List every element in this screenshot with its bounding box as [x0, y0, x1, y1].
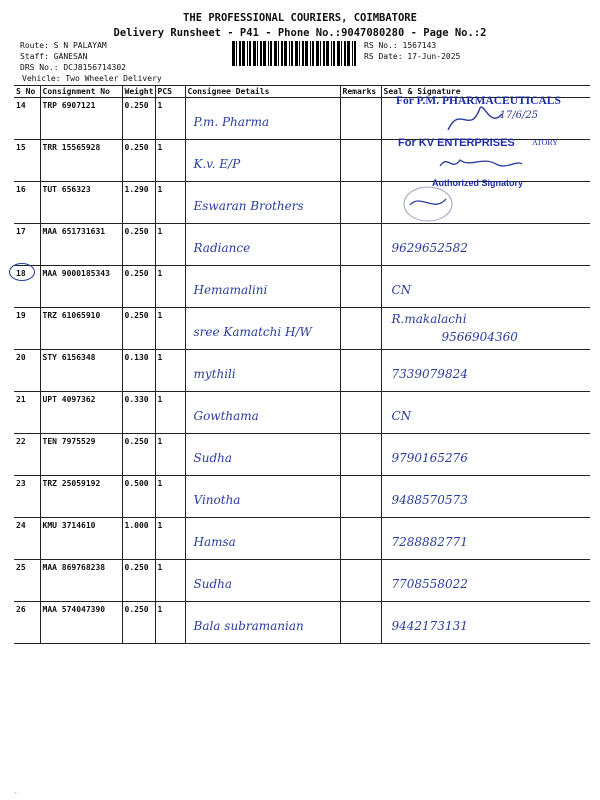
barcode-bar — [263, 41, 266, 66]
cell-weight: 0.250 — [122, 140, 155, 182]
cell-pcs: 1 — [155, 518, 185, 560]
consignee-handwriting: Gowthama — [193, 409, 259, 423]
authorized-signatory-stamp: Authorized Signatory — [432, 178, 524, 188]
table-row — [14, 392, 590, 434]
pm-pharma-stamp: For P.M. PHARMACEUTICALS — [396, 95, 561, 107]
barcode-bar — [299, 41, 300, 66]
barcode-bar — [291, 41, 293, 66]
table-row — [14, 602, 590, 644]
barcode-bar — [278, 41, 279, 66]
row-18-circle-mark — [9, 263, 35, 281]
cell-consignment: MAA 869768238 — [40, 560, 122, 602]
cell-consignee — [185, 602, 340, 644]
barcode-bar — [236, 41, 237, 66]
signature-scribble-icon — [440, 100, 510, 138]
cell-signature — [381, 560, 590, 602]
cell-consignment: TRZ 61065910 — [40, 308, 122, 350]
cell-consignee — [185, 518, 340, 560]
consignee-handwriting: Sudha — [193, 451, 233, 465]
cell-consignment: KMU 3714610 — [40, 518, 122, 560]
cell-sno: 21 — [14, 392, 40, 434]
col-pcs: PCS — [155, 86, 185, 98]
barcode-bar — [344, 41, 346, 66]
cell-pcs: 1 — [155, 182, 185, 224]
cell-consignee — [185, 224, 340, 266]
barcode-bar — [305, 41, 308, 66]
cell-consignment: MAA 9000185343 — [40, 266, 122, 308]
cell-sno: 19 — [14, 308, 40, 350]
cell-weight: 0.250 — [122, 434, 155, 476]
cell-sno: 16 — [14, 182, 40, 224]
cell-remarks — [340, 98, 381, 140]
signatory-stamp-suffix: ATORY — [532, 138, 559, 147]
barcode-bar — [310, 41, 311, 66]
cell-signature — [381, 266, 590, 308]
barcode-bar — [260, 41, 262, 66]
cell-weight: 0.500 — [122, 476, 155, 518]
consignee-handwriting: Radiance — [193, 241, 251, 255]
cell-sno: 25 — [14, 560, 40, 602]
cell-sno: 18 — [14, 266, 40, 308]
cell-pcs: 1 — [155, 476, 185, 518]
signature-phone: 9566904360 — [441, 330, 518, 344]
cell-consignee — [185, 560, 340, 602]
barcode-bar — [232, 41, 235, 66]
consignee-handwriting: sree Kamatchi H/W — [193, 325, 312, 339]
cell-remarks — [340, 224, 381, 266]
barcode-bar — [316, 41, 319, 66]
signature-phone: CN — [391, 409, 412, 423]
cell-weight: 0.250 — [122, 224, 155, 266]
cell-consignee — [185, 392, 340, 434]
consignee-handwriting: P.m. Pharma — [193, 115, 270, 129]
barcode-bar — [268, 41, 269, 66]
signature-phone: 9629652582 — [391, 241, 468, 255]
col-consignment: Consignment No — [40, 86, 122, 98]
cell-remarks — [340, 140, 381, 182]
consignee-handwriting: Bala subramanian — [193, 619, 304, 633]
barcode-bar — [284, 41, 287, 66]
signature-name: R.makalachi — [391, 312, 467, 326]
cell-consignment: TRZ 25059192 — [40, 476, 122, 518]
barcode-bar — [242, 41, 245, 66]
cell-consignee — [185, 434, 340, 476]
barcode-bar — [253, 41, 256, 66]
cell-remarks — [340, 560, 381, 602]
cell-weight: 1.290 — [122, 182, 155, 224]
consignee-handwriting: Vinotha — [193, 493, 241, 507]
cell-consignment: STY 6156348 — [40, 350, 122, 392]
col-remarks: Remarks — [340, 86, 381, 98]
barcode-bar — [302, 41, 304, 66]
table-row — [14, 266, 590, 308]
table-row — [14, 224, 590, 266]
barcode-bar — [331, 41, 332, 66]
cell-pcs: 1 — [155, 308, 185, 350]
kv-enterprises-stamp: For KV ENTERPRISES — [398, 137, 515, 149]
cell-pcs: 1 — [155, 98, 185, 140]
cell-consignment: TEN 7975529 — [40, 434, 122, 476]
kv-signature-icon — [436, 152, 526, 174]
cell-consignee — [185, 140, 340, 182]
cell-remarks — [340, 266, 381, 308]
barcode-bar — [337, 41, 340, 66]
table-row — [14, 308, 590, 350]
cell-consignment: MAA 651731631 — [40, 224, 122, 266]
page-footer-mark: · — [14, 790, 18, 797]
cell-signature — [381, 308, 590, 350]
cell-sno: 24 — [14, 518, 40, 560]
route: Route: S N PALAYAM — [20, 41, 107, 50]
barcode-bar — [312, 41, 314, 66]
cell-consignee — [185, 182, 340, 224]
signature-phone: 9488570573 — [391, 493, 468, 507]
cell-sno: 26 — [14, 602, 40, 644]
signature-phone: 9790165276 — [391, 451, 468, 465]
signature-phone: CN — [391, 283, 412, 297]
barcode-bar — [274, 41, 277, 66]
cell-remarks — [340, 392, 381, 434]
cell-consignment: TRR 15565928 — [40, 140, 122, 182]
drs-number: DRS No.: DCJ8156714302 — [20, 63, 126, 72]
cell-sno: 23 — [14, 476, 40, 518]
barcode-bar — [270, 41, 272, 66]
cell-pcs: 1 — [155, 350, 185, 392]
table-row — [14, 350, 590, 392]
cell-signature — [381, 350, 590, 392]
col-signature: Seal & Signature — [381, 86, 590, 98]
barcode-bar — [249, 41, 251, 66]
cell-pcs: 1 — [155, 224, 185, 266]
cell-remarks — [340, 518, 381, 560]
cell-pcs: 1 — [155, 434, 185, 476]
signature-phone: 9442173131 — [391, 619, 468, 633]
cell-remarks — [340, 434, 381, 476]
table-row — [14, 476, 590, 518]
barcode-bar — [352, 41, 353, 66]
cell-consignee — [185, 350, 340, 392]
cell-weight: 0.330 — [122, 392, 155, 434]
cell-weight: 0.250 — [122, 98, 155, 140]
barcode-bar — [295, 41, 298, 66]
barcode-bar — [247, 41, 248, 66]
rs-date: RS Date: 17-Jun-2025 — [364, 52, 461, 61]
barcode-bar — [333, 41, 335, 66]
col-weight: Weight — [122, 86, 155, 98]
cell-weight: 0.130 — [122, 350, 155, 392]
cell-signature — [381, 476, 590, 518]
round-seal-icon — [400, 183, 456, 225]
runsheet-subtitle: Delivery Runsheet - P41 - Phone No.:9047080280 - Page No.:2 — [113, 27, 487, 39]
cell-weight: 0.250 — [122, 602, 155, 644]
cell-weight: 0.250 — [122, 560, 155, 602]
cell-signature — [381, 392, 590, 434]
cell-remarks — [340, 602, 381, 644]
consignee-handwriting: Hamsa — [193, 535, 236, 549]
consignee-handwriting: Sudha — [193, 577, 233, 591]
cell-consignment: UPT 4097362 — [40, 392, 122, 434]
cell-pcs: 1 — [155, 602, 185, 644]
cell-pcs: 1 — [155, 560, 185, 602]
barcode-bar — [257, 41, 258, 66]
consignee-handwriting: Eswaran Brothers — [193, 199, 304, 213]
cell-pcs: 1 — [155, 392, 185, 434]
cell-remarks — [340, 350, 381, 392]
barcode-bar — [341, 41, 342, 66]
cell-signature — [381, 518, 590, 560]
signature-phone: 7288882771 — [391, 535, 468, 549]
staff: Staff: GANESAN — [20, 52, 88, 61]
cell-weight: 0.250 — [122, 308, 155, 350]
cell-consignee — [185, 266, 340, 308]
col-consignee: Consignee Details — [185, 86, 340, 98]
cell-consignment: TUT 656323 — [40, 182, 122, 224]
cell-weight: 0.250 — [122, 266, 155, 308]
document-title: THE PROFESSIONAL COURIERS, COIMBATORE — [183, 12, 417, 24]
signature-phone: 7708558022 — [391, 577, 468, 591]
barcode-bar — [323, 41, 325, 66]
cell-remarks — [340, 476, 381, 518]
signature-phone: 7339079824 — [391, 367, 468, 381]
cell-consignment: MAA 574047390 — [40, 602, 122, 644]
cell-remarks — [340, 182, 381, 224]
cell-pcs: 1 — [155, 266, 185, 308]
cell-remarks — [340, 308, 381, 350]
cell-consignee — [185, 308, 340, 350]
cell-consignment: TRP 6907121 — [40, 98, 122, 140]
cell-sno: 15 — [14, 140, 40, 182]
barcode-bar — [239, 41, 241, 66]
cell-signature — [381, 602, 590, 644]
cell-sno: 17 — [14, 224, 40, 266]
barcode-bar — [354, 41, 356, 66]
barcode — [232, 41, 358, 66]
vehicle: Vehicle: Two Wheeler Delivery — [22, 74, 162, 83]
barcode-bar — [326, 41, 329, 66]
table-row — [14, 518, 590, 560]
cell-signature — [381, 224, 590, 266]
cell-consignee — [185, 98, 340, 140]
signature-phone: 17/6/25 — [499, 110, 539, 121]
cell-consignee — [185, 476, 340, 518]
cell-pcs: 1 — [155, 140, 185, 182]
consignee-handwriting: mythili — [193, 367, 236, 381]
cell-sno: 20 — [14, 350, 40, 392]
barcode-bar — [347, 41, 350, 66]
table-row — [14, 560, 590, 602]
cell-sno: 14 — [14, 98, 40, 140]
cell-signature — [381, 434, 590, 476]
cell-weight: 1.000 — [122, 518, 155, 560]
consignee-handwriting: K.v. E/P — [193, 157, 241, 171]
rs-number: RS No.: 1567143 — [364, 41, 437, 50]
table-row — [14, 434, 590, 476]
barcode-bar — [320, 41, 321, 66]
cell-sno: 22 — [14, 434, 40, 476]
consignee-handwriting: Hemamalini — [193, 283, 268, 297]
barcode-bar — [281, 41, 283, 66]
col-sno: S No — [14, 86, 40, 98]
barcode-bar — [289, 41, 290, 66]
